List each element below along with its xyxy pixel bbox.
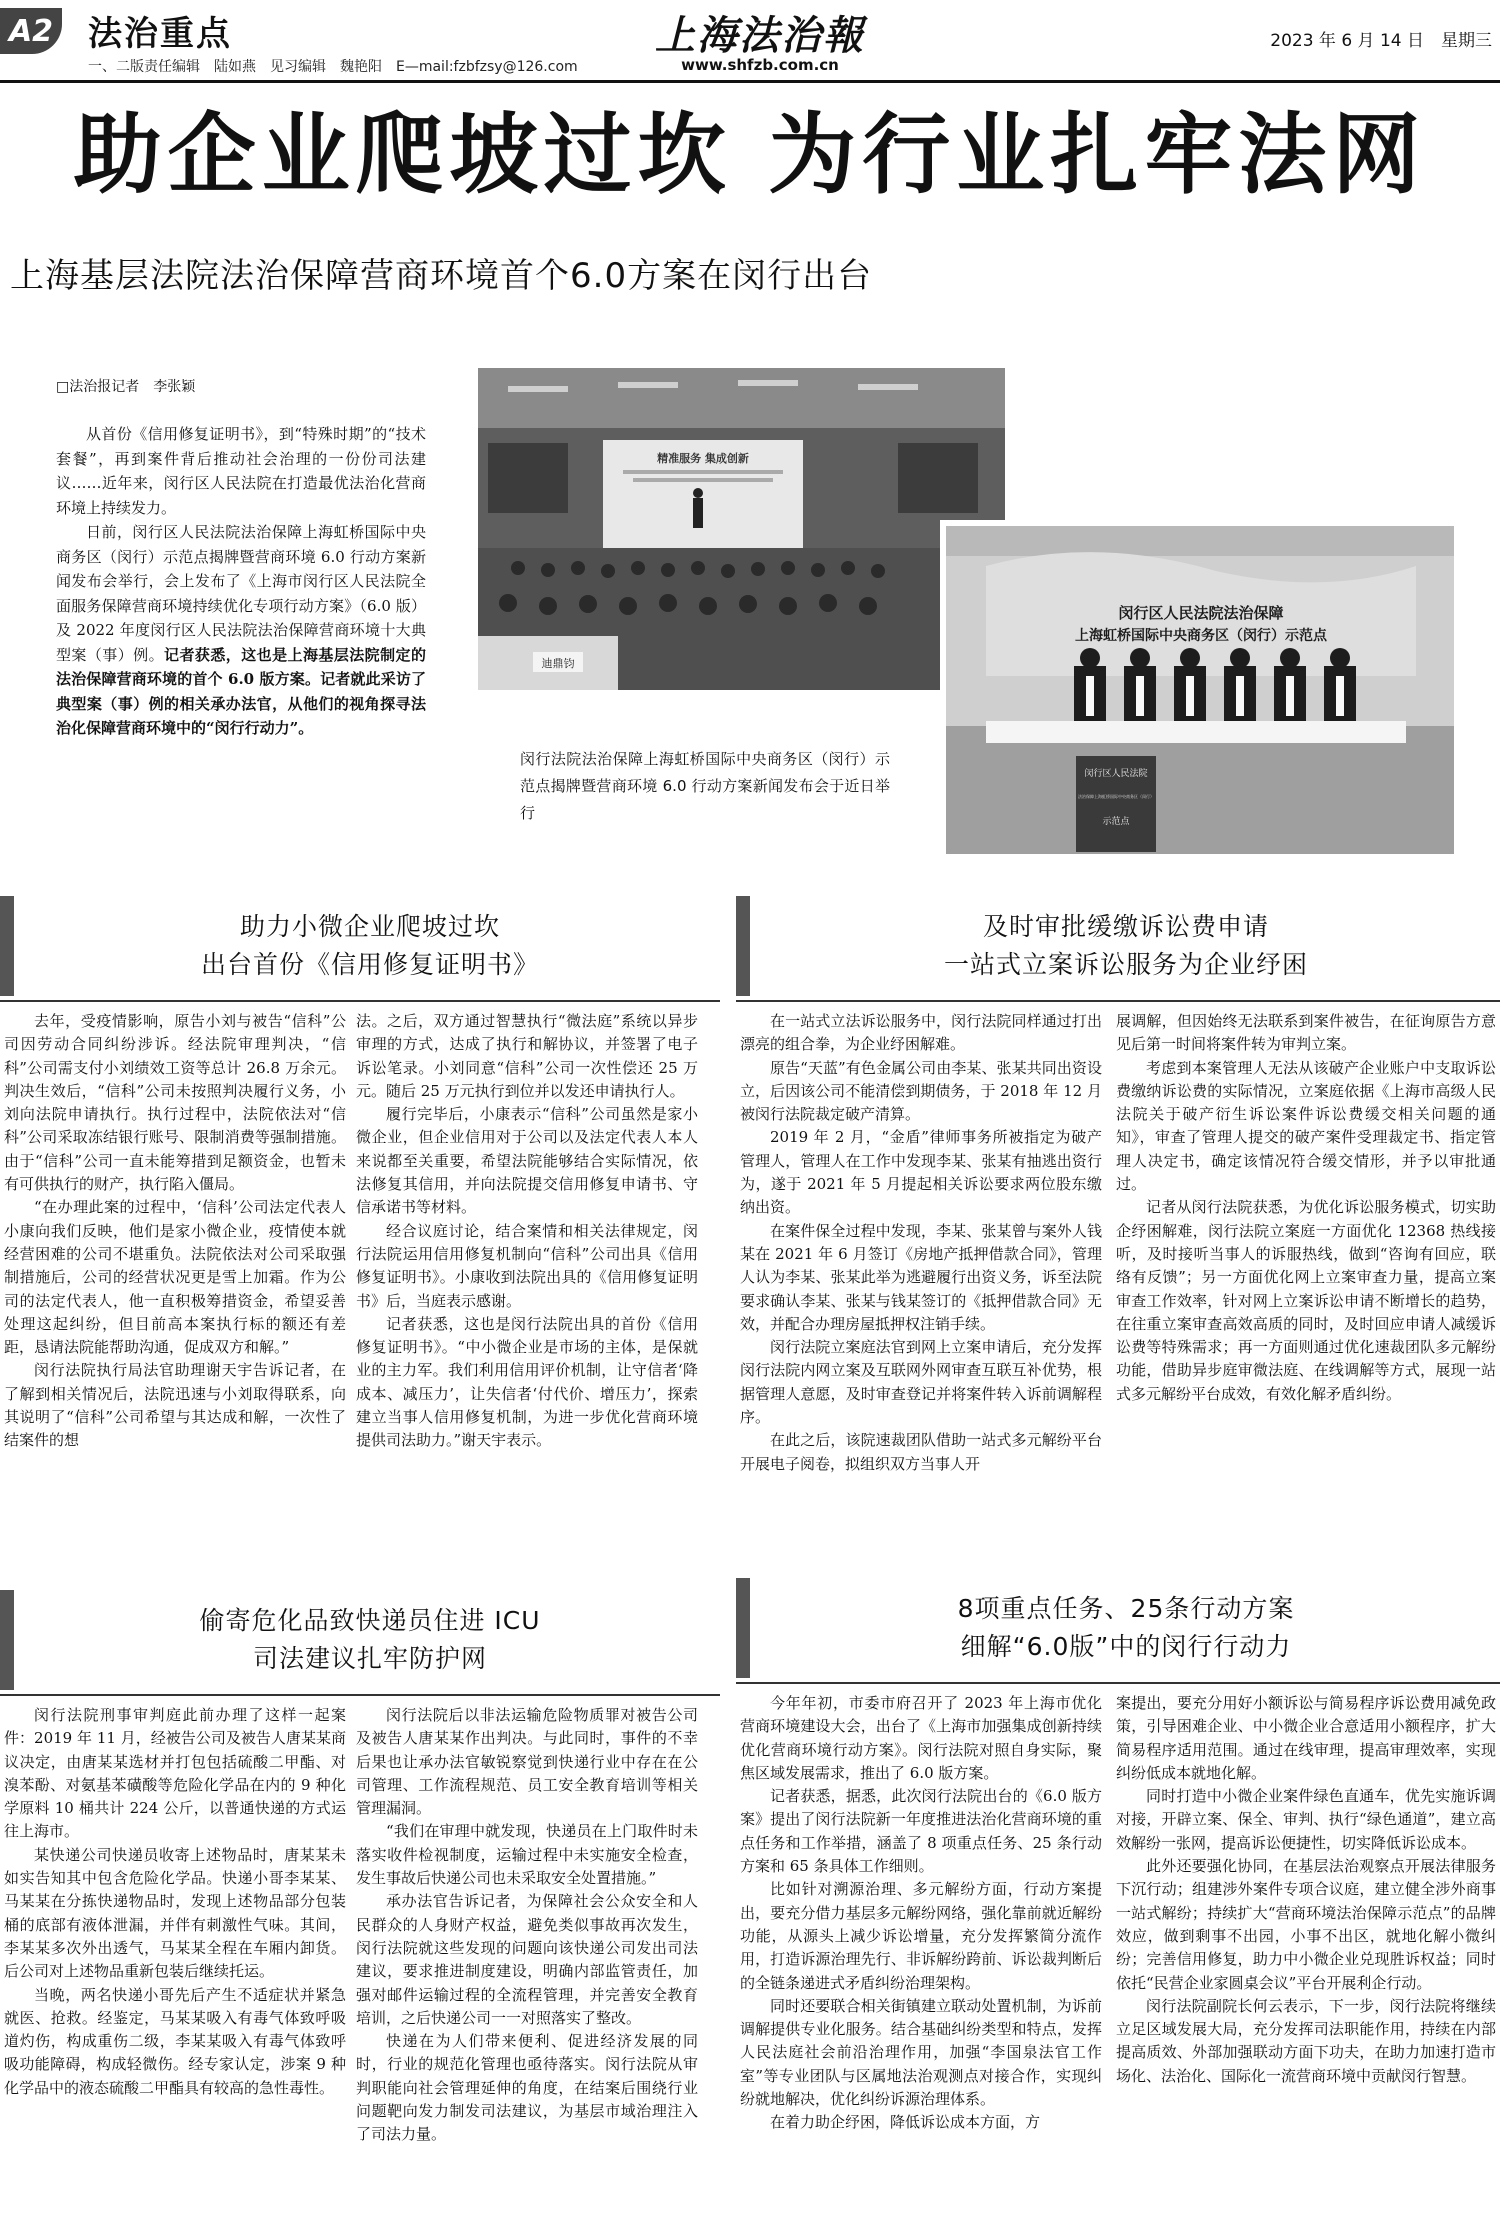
paragraph: 案提出，要充分用好小额诉讼与简易程序诉讼费用减免政策，引导困难企业、中小微企业合意适用小额程序，扩大简易程序适用范围。通过在线审理，提高审理效率，实现纠纷低成本就地化解。 [1116,1694,1496,1782]
paragraph: 在案件保全过程中发现，李某、张某曾与案外人钱某在 2021 年 6 月签订《房地产抵押借款合同》，管理人认为李某、张某此举为逃避履行出资义务，诉至法院要求确认李某、张某与钱某签订的《抵押借款合同》无效，并配合办理房屋抵押权注销手续。 [740,1221,1102,1333]
article-4-title-line-1: 8项重点任务、25条行动方案 [957,1594,1295,1623]
issue-date: 2023 年 6 月 14 日 星期三 [1270,31,1492,51]
article-1-column-1 [4,1010,346,1510]
paragraph: 记者获悉，这也是闵行法院出具的首份《信用修复证明书》。“中小微企业是市场的主体，是保就业的主力军。我们利用信用评价机制，让守信者‘降成本、减压力’，让失信者‘付代价、增压力’，探索建立当事人信用修复机制，为进一步优化营商环境提供司法助力。”谢天宇表示。 [356,1314,698,1450]
section-marker [0,1590,14,1690]
byline: □法治报记者 李张颖 [56,379,196,395]
paragraph: 承办法官告诉记者，为保障社会公众安全和人民群众的人身财产权益，避免类似事故再次发生，闵行法院就这些发现的问题向该快递公司发出司法建议，要求推进制度建设，明确内部监管责任，加强对邮件运输过程的全流程管理，并完善安全教育培训，之后快递公司一一对照落实了整改。 [356,1892,698,2027]
article-1-title [20,908,720,984]
article-2-column-1 [740,1010,1102,1530]
paragraph: 在着力助企纾困，降低诉讼成本方面，方 [770,2113,1041,2132]
masthead-divider [0,80,1500,83]
paragraph: 今年年初，市委市府召开了 2023 年上海市优化营商环境建设大会，出台了《上海市加强集成创新持续优化营商环境行动方案》。闵行法院对照自身实际，聚焦区域发展需求，推出了 6.0 版方案。 [740,1694,1102,1782]
article-1-title-line-2: 出台首份《信用修复证明书》 [200,950,539,979]
article-4-title [756,1590,1496,1666]
lead-text-bold: 记者获悉，这也是上海基层法院制定的法治保障营商环境的首个 6.0 版方案。记者就此采访了典型案（事）例的相关承办法官，从他们的视角探寻法治化保障营商环境中的“闵行行动力”。 [56,645,426,737]
subheadline: 上海基层法院法治保障营商环境首个6.0方案在闵行出台 [10,256,873,296]
paragraph: 比如针对溯源治理、多元解纷方面，行动方案提出，要充分借力基层多元解纷网络，强化靠前就近解纷功能，从源头上减少诉讼增量，充分发挥繁简分流作用，打造诉源治理先行、非诉解纷跨前、诉讼裁判断后的全链条递进式矛盾纠纷治理架构。 [740,1880,1102,1992]
paragraph: 展调解，但因始终无法联系到案件被告，在征询原告方意见后第一时间将案件转为审判立案。 [1116,1012,1496,1054]
paragraph: 履行完毕后，小康表示“信科”公司虽然是家小微企业，但企业信用对于公司以及法定代表人本人来说都至关重要，希望法院能够结合实际情况，依法修复其信用，并向法院提交信用修复申请书、守信承诺书等材料。 [356,1105,698,1217]
article-2-title-line-1: 及时审批缓缴诉讼费申请 [982,912,1269,941]
paragraph: 记者获悉，据悉，此次闵行法院出台的《6.0 版方案》提出了闵行法院新一年度推进法治化营商环境的重点任务和工作举措，涵盖了 8 项重点任务、25 条行动方案和 65 条具体工作细则。 [740,1787,1102,1876]
article-3-column-2 [356,1704,698,2224]
paragraph: 闵行法院副院长何云表示，下一步，闵行法院将继续立足区域发展大局，充分发挥司法职能作用，持续在内部提高质效、外部加强联动方面下功夫，在助力加速打造市场化、法治化、国际化一流营商环境中贡献闵行智慧。 [1116,1996,1496,2085]
article-4-title-line-2: 细解“6.0版”中的闵行行动力 [960,1632,1292,1661]
table-nameplate: 迪鼎钧 [541,657,575,670]
section-marker [736,1578,750,1678]
paragraph: 记者从闵行法院获悉，为优化诉讼服务模式，切实助企纾困解难，闵行法院立案庭一方面优化 12368 热线接听，及时接听当事人的诉服热线，做到“咨询有回应，联络有反馈”；另一方面优化网上立案审查力量，提高立案审查工作效率，针对网上立案诉讼申请不断增长的趋势，在往重立案审查高效高质的同时，及时回应申请人减缓诉讼费等特殊需求；再一方面则通过优化速裁团队多元解纷功能，借助异步庭审微法庭、在线调解等方式，展现一站式多元解纷平台成效，有效化解矛盾纠纷。 [1116,1198,1496,1403]
article-3-title-line-1: 偷寄危化品致快递员住进 ICU [199,1606,541,1635]
newspaper-logo: 上海法治報 [655,12,865,59]
article-4-rule [736,1682,1500,1684]
paragraph: 同时打造中小微企业案件绿色直通车，优先实施诉调对接，开辟立案、保全、审判、执行“绿色通道”，建立高效解纷一张网，提高诉讼便捷性，切实降低诉讼成本。 [1116,1787,1496,1852]
article-2-column-2 [1116,1010,1496,1530]
press-conference-photo [478,368,1005,690]
editors-line: 一、二版责任编辑 陆如燕 见习编辑 魏艳阳 E—mail:fzbfzsy@126.com [88,59,578,75]
photo-caption: 闵行法院法治保障上海虹桥国际中央商务区（闵行）示范点揭牌暨营商环境 6.0 行动方案新闻发布会于近日举行 [520,750,890,822]
newspaper-url: www.shfzb.com.cn [681,56,839,74]
paragraph: 闵行法院立案庭法官到网上立案申请后，充分发挥闵行法院内网立案及互联网外网审查互联互补优势，根据管理人意愿，及时审查登记并将案件转入诉前调解程序。 [740,1338,1102,1427]
plaque-line-1: 闵行区人民法院 [1084,769,1148,779]
banner-line-2: 上海虹桥国际中央商务区（闵行）示范点 [1075,628,1327,644]
section-marker [0,896,14,996]
paragraph: 闵行法院后以非法运输危险物质罪对被告公司及被告人唐某某作出判决。与此同时，事件的不幸后果也让承办法官敏锐察觉到快递行业中存在在公司管理、工作流程规范、员工安全教育培训等相关管理漏洞。 [356,1706,698,1818]
article-3-rule [0,1694,720,1696]
paragraph: 在此之后，该院速裁团队借助一站式多元解纷平台开展电子阅卷，拟组织双方当事人开 [740,1431,1102,1473]
paragraph: 经合议庭讨论，结合案情和相关法律规定，闵行法院运用信用修复机制向“信科”公司出具《信用修复证明书》。小康收到法院出具的《信用修复证明书》后，当庭表示感谢。 [356,1221,698,1310]
paragraph: 法。之后，双方通过智慧执行“微法庭”系统以异步审理的方式，达成了执行和解协议，并签署了电子诉讼笔录。小刘同意“信科”公司一次性偿还 25 万元。随后 25 万元执行到位并以发还申请执行人。 [356,1012,698,1100]
paragraph: 某快递公司快递员收寄上述物品时，唐某某未如实告知其中包含危险化学品。快递小哥李某某、马某某在分拣快递物品时，发现上述物品部分包装桶的底部有液体泄漏，并伴有刺激性气味。其间，李某某多次外出透气，马某某全程在车厢内卸货。后公司对上述物品重新包装后继续托运。 [4,1845,346,1981]
paragraph: 2019 年 2 月，“金盾”律师事务所被指定为破产管理人，管理人在工作中发现李某、张某有抽逃出资行为，遂于 2021 年 5 月提起相关诉讼要求两位股东缴纳出资。 [740,1128,1102,1217]
article-3-column-1 [4,1704,346,2224]
banner-line-1: 闵行区人民法院法治保障 [1118,604,1284,622]
article-3-title [20,1602,720,1678]
paragraph: 闵行法院刑事审判庭此前办理了这样一起案件：2019 年 11 月，经被告公司及被告人唐某某商议决定，由唐某某选材并打包包括硫酸二甲酯、对溴苯酚、对氨基苯磺酸等危险化学品在内的 9 种化学原料 10 桶共计 224 公斤，以普通快递的方式运往上海市。 [4,1706,346,1841]
article-1-title-line-1: 助力小微企业爬坡过坎 [239,912,500,941]
lead-paragraph: 从首份《信用修复证明书》，到“特殊时期”的“技术套餐”，再到案件背后推动社会治理的一份份司法建议……近年来，闵行区人民法院在打造最优法治化营商环境上持续发力。 [56,425,426,517]
paragraph: “在办理此案的过程中，‘信科’公司法定代表人小康向我们反映，他们是家小微企业，疫情使本就经营困难的公司不堪重负。法院依法对公司采取强制措施后，公司的经营状况更是雪上加霜。作为公司的法定代表人，他一直积极筹措资金，希望妥善处理这起纠纷，但目前高本案执行标的额还有差距，恳请法院能帮助沟通，促成双方和解。” [4,1198,346,1357]
plaque-unveiling-photo [940,520,1460,860]
article-1-rule [0,1000,720,1002]
article-1-column-2 [356,1010,698,1510]
paragraph: 同时还要联合相关街镇建立联动处置机制，为诉前调解提供专业化服务。结合基础纠纷类型和特点，发挥人民法庭社会前沿治理作用，加强“李国泉法官工作室”等专业团队与区属地法治观测点对接合作，实现纠纷就地解决，优化纠纷诉源治理体系。 [740,1996,1102,2109]
paragraph: 考虑到本案管理人无法从该破产企业账户中支取诉讼费缴纳诉讼费的实际情况，立案庭依据《上海市高级人民法院关于破产衍生诉讼案件诉讼费缓交相关问题的通知》，审查了管理人提交的破产案件受理裁定书、指定管理人决定书，确定该情况符合缓交情形，并予以审批通过。 [1116,1058,1496,1194]
paragraph: 此外还要强化协同，在基层法治观察点开展法律服务下沉行动；组建涉外案件专项合议庭，建立健全涉外商事一站式解纷；持续扩大“营商环境法治保障示范点”的品牌效应，做到剩事不出园，小事不出区，就地化解小微纠纷；完善信用修复，助力中小微企业兑现胜诉权益；同时依托“民营企业家圆桌会议”平台开展利企行动。 [1116,1857,1496,1992]
paragraph: “我们在审理中就发现，快递员在上门取件时未落实收件检视制度，运输过程中未实施安全检查，发生事故后快递公司也未采取安全处置措施。” [356,1822,698,1888]
paragraph: 原告“天蓝”有色金属公司由李某、张某共同出资设立，后因该公司不能清偿到期债务，于 2018 年 12 月被闵行法院裁定破产清算。 [740,1058,1102,1124]
main-headline: 助企业爬坡过坎 为行业扎牢法网 [73,103,1427,206]
article-2-title-line-2: 一站式立案诉讼服务为企业纾困 [943,950,1308,979]
article-2-title [756,908,1496,984]
page-number-badge: A2 [0,8,62,54]
plaque-line-3: 示范点 [1102,817,1130,827]
article-2-rule [736,1000,1500,1002]
article-4-column-1 [740,1692,1102,2224]
section-name: 法治重点 [88,14,232,54]
paragraph: 去年，受疫情影响，原告小刘与被告“信科”公司因劳动合同纠纷涉诉。经法院审理判决，“信科”公司需支付小刘绩效工资等总计 26.8 万余元。判决生效后，“信科”公司未按照判决履行义务，小刘向法院申请执行。执行过程中，法院依法对“信科”公司采取冻结银行账号、限制消费等强制措施。由于“信科”公司一直未能筹措到足额资金，也暂未有可供执行的财产，执行陷入僵局。 [4,1012,346,1194]
screen-title: 精准服务 集成创新 [657,452,749,465]
article-3-title-line-2: 司法建议扎牢防护网 [252,1644,487,1673]
paragraph: 当晚，两名快递小哥先后产生不适症状并紧急就医、抢救。经鉴定，马某某吸入有毒气体致呼吸道灼伤，构成重伤二级，李某某吸入有毒气体致呼吸功能障碍，构成轻微伤。经专家认定，涉案 9 种化学品中的液态硫酸二甲酯具有较高的急性毒性。 [4,1985,346,2097]
plaque-line-2: 法治保障上海虹桥国际中央商务区（闵行） [1078,794,1154,799]
section-marker [736,896,750,996]
paragraph: 在一站式立法诉讼服务中，闵行法院同样通过打出漂亮的组合拳，为企业纾困解难。 [740,1012,1102,1054]
paragraph: 快递在为人们带来便利、促进经济发展的同时，行业的规范化管理也亟待落实。闵行法院从审判职能向社会管理延伸的角度，在结案后围绕行业问题靶向发力制发司法建议，为基层市域治理注入了司法力量。 [356,2032,698,2144]
lead-text-regular: 日前，闵行区人民法院法治保障上海虹桥国际中央商务区（闵行）示范点揭牌暨营商环境 6.0 行动方案新闻发布会举行，会上发布了《上海市闵行区人民法院全面服务保障营商环境持续优化专项行动方案》（6.0 版）及 2022 年度闵行区人民法院法治保障营商环境十大典型案（事）例。 [56,523,426,664]
article-4-column-2 [1116,1692,1496,2224]
lead-paragraph [56,520,426,741]
paragraph: 闵行法院执行局法官助理谢天宇告诉记者，在了解到相关情况后，法院迅速与小刘取得联系，向其说明了“信科”公司希望与其达成和解，一次性了结案件的想 [4,1361,346,1450]
lead-text [56,422,426,741]
